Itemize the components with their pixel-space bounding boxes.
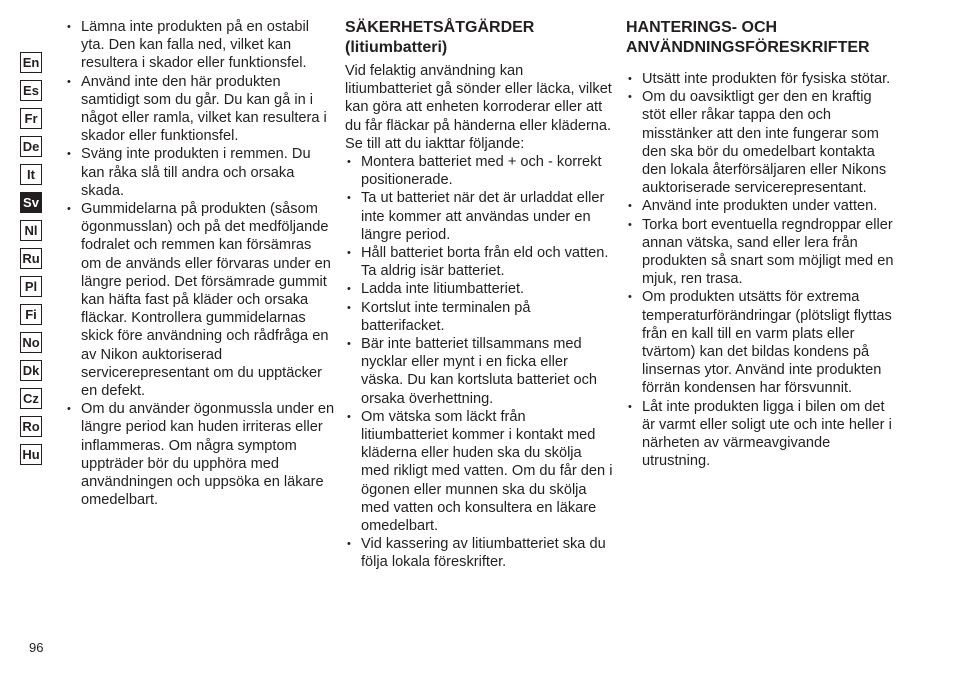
list-item: • Lämna inte produkten på en ostabil yta. Den kan falla ned, vilket kan resultera i skador eller funktionsfel. (65, 18, 335, 73)
lang-tab-fi: Fi (20, 304, 42, 325)
list-item: • Ladda inte litiumbatteriet. (345, 280, 613, 298)
list-item: • Kortslut inte terminalen på batterifacket. (345, 299, 613, 335)
lang-tab-hu: Hu (20, 444, 42, 465)
list-item: • Montera batteriet med + och - korrekt positionerade. (345, 153, 613, 189)
lang-tab-it: It (20, 164, 42, 185)
lang-tab-cz: Cz (20, 388, 42, 409)
lang-tab-no: No (20, 332, 42, 353)
lang-tab-ro: Ro (20, 416, 42, 437)
list-item: • Vid kassering av litiumbatteriet ska du följa lokala föreskrifter. (345, 535, 613, 571)
list-item: • Använd inte den här produkten samtidigt som du går. Du kan gå in i något eller ramla, vilket kan resultera i skador eller funktionsfel. (65, 73, 335, 146)
list-item: • Ta ut batteriet när det är urladdat eller inte kommer att användas under en längre period. (345, 189, 613, 244)
column-battery-safety (345, 18, 613, 572)
list-item: • Gummidelarna på produkten (såsom ögonmusslan) och på det medföljande fodralet och remmen kan försämras om de används eller förvaras under en längre period. Det försämrade gummit kan häfta fast på kläder och orsaka fläckar. Kontrollera gummidelarnas skick före användning och rådfråga en av Nikon auktoriserad servicerepresentant om du upptäcker en defekt. (65, 200, 335, 400)
lang-tab-es: Es (20, 80, 42, 101)
lang-tab-de: De (20, 136, 42, 157)
list-item: • Om produkten utsätts för extrema temperaturförändringar (plötsligt flyttas från en kall till en varm plats eller tvärtom) kan det bildas kondens på linsernas ytor. Använd inte produkten förrän kondensen har försvunnit. (626, 288, 898, 397)
lang-tab-dk: Dk (20, 360, 42, 381)
list-item: • Håll batteriet borta från eld och vatten. Ta aldrig isär batteriet. (345, 244, 613, 280)
list-item: • Utsätt inte produkten för fysiska stötar. (626, 70, 898, 88)
page-number: 96 (29, 640, 44, 655)
lang-tab-sv: Sv (20, 192, 42, 213)
list-item: • Låt inte produkten ligga i bilen om det är varmt eller soligt ute och inte heller i närheten av värmeavgivande utrustning. (626, 398, 898, 471)
lang-tab-fr: Fr (20, 108, 42, 129)
lang-tab-nl: Nl (20, 220, 42, 241)
section-intro: Vid felaktig användning kan litiumbatteriet gå sönder eller läcka, vilket kan göra att enheten korroderar eller att du får fläckar på händerna eller kläderna. (345, 63, 612, 134)
column-handling (626, 18, 898, 470)
language-tabs (20, 52, 44, 472)
list-item: • Sväng inte produkten i remmen. Du kan råka slå till andra och orsaka skada. (65, 145, 335, 200)
list-item: • Om du använder ögonmussla under en längre period kan huden irriteras eller inflammeras. Om några symptom uppträder bör du upphöra med användningen och uppsöka en läkare omedelbart. (65, 400, 335, 509)
section-intro-2: Se till att du iakttar följande: (345, 135, 525, 152)
lang-tab-pl: Pl (20, 276, 42, 297)
list-item: • Använd inte produkten under vatten. (626, 197, 898, 215)
safety-list (65, 18, 335, 509)
section-title: HANTERINGS- OCH ANVÄNDNINGSFÖRESKRIFTER (626, 19, 870, 56)
handling-list (626, 70, 898, 470)
list-item: • Bär inte batteriet tillsammans med nycklar eller mynt i en ficka eller väska. Du kan kortsluta batteriet och orsaka överhettning. (345, 335, 613, 408)
battery-list (345, 153, 613, 572)
column-general-safety (65, 18, 335, 509)
list-item: • Om du oavsiktligt ger den en kraftig stöt eller råkar tappa den och misstänker att den inte fungerar som den ska bör du omedelbart kontakta den lokala återförsäljaren eller Nikons auktoriserade servicerepresentant. (626, 88, 898, 197)
lang-tab-en: En (20, 52, 42, 73)
lang-tab-ru: Ru (20, 248, 42, 269)
section-title: SÄKERHETSÅTGÄRDER (litiumbatteri) (345, 19, 535, 56)
list-item: • Torka bort eventuella regndroppar eller annan vätska, sand eller lera från produkten så snart som möjligt med en mjuk, ren trasa. (626, 216, 898, 289)
list-item: • Om vätska som läckt från litiumbatteriet kommer i kontakt med kläderna eller huden ska du skölja med rikligt med vatten. Om du får den i ögonen eller munnen ska du skölja med vatten och konsultera en läkare omedelbart. (345, 408, 613, 535)
